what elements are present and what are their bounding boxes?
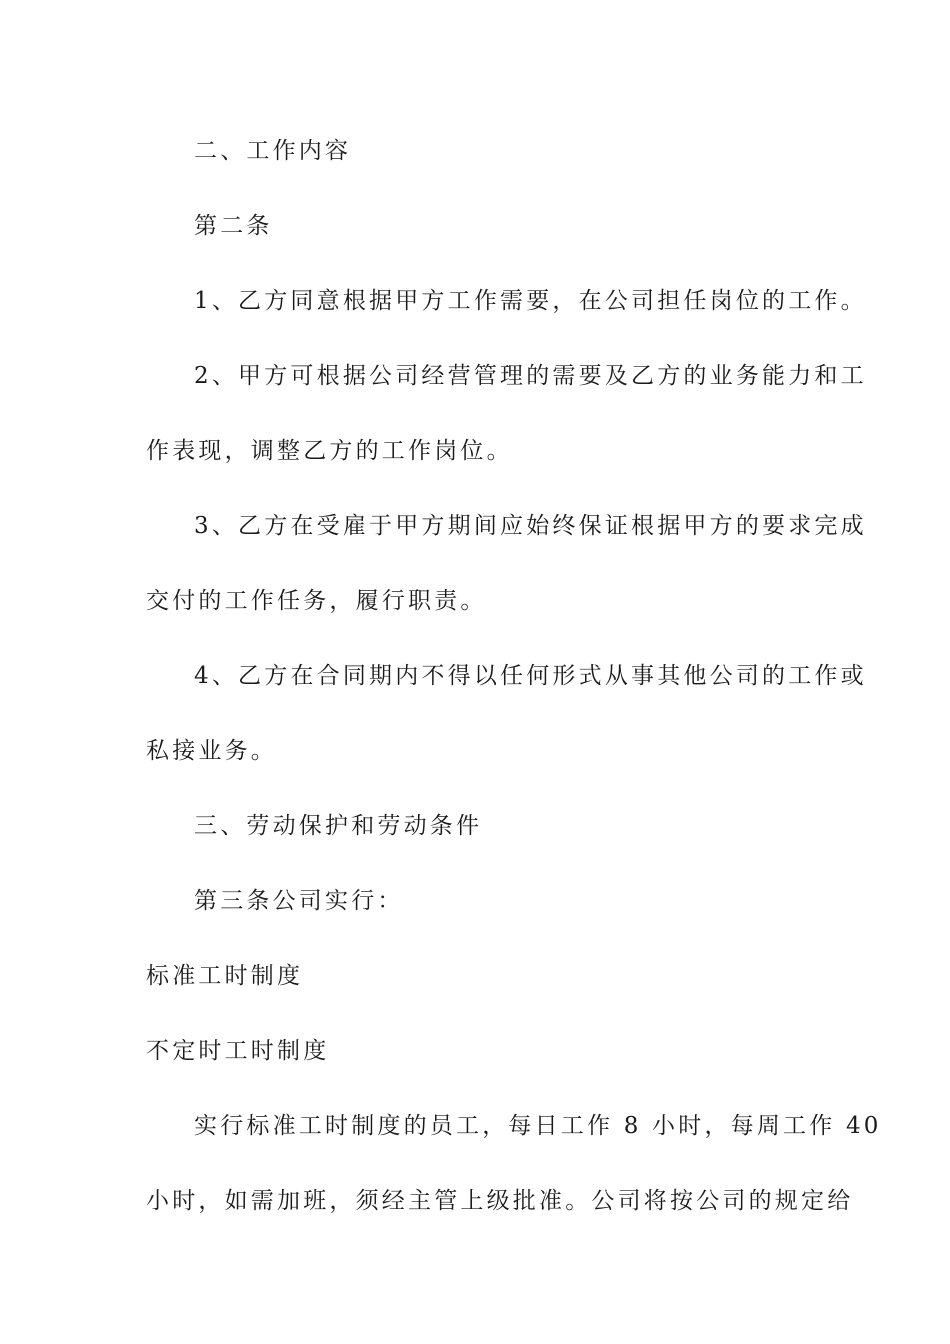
section-heading-labor-protection: 三、劳动保护和劳动条件 — [194, 813, 483, 839]
paragraph-line: 交付的工作任务，履行职责。 — [146, 588, 487, 614]
option-standard-hours: 标准工时制度 — [146, 963, 304, 989]
article-heading-3: 第三条公司实行： — [194, 888, 404, 914]
section-heading-work-content: 二、工作内容 — [194, 138, 352, 164]
article-heading-2: 第二条 — [194, 213, 273, 239]
paragraph-line: 1、乙方同意根据甲方工作需要，在公司担任岗位的工作。 — [194, 288, 867, 314]
paragraph-line: 4、乙方在合同期内不得以任何形式从事其他公司的工作或 — [194, 663, 867, 689]
paragraph-line: 私接业务。 — [146, 738, 277, 764]
paragraph-line: 2、甲方可根据公司经营管理的需要及乙方的业务能力和工 — [194, 363, 867, 389]
paragraph-line: 小时，如需加班，须经主管上级批准。公司将按公司的规定给 — [146, 1188, 854, 1214]
paragraph-line: 实行标准工时制度的员工，每日工作 8 小时，每周工作 40 — [194, 1113, 882, 1139]
paragraph-line: 作表现，调整乙方的工作岗位。 — [146, 438, 513, 464]
option-flexible-hours: 不定时工时制度 — [146, 1038, 330, 1064]
paragraph-line: 3、乙方在受雇于甲方期间应始终保证根据甲方的要求完成 — [194, 513, 867, 539]
